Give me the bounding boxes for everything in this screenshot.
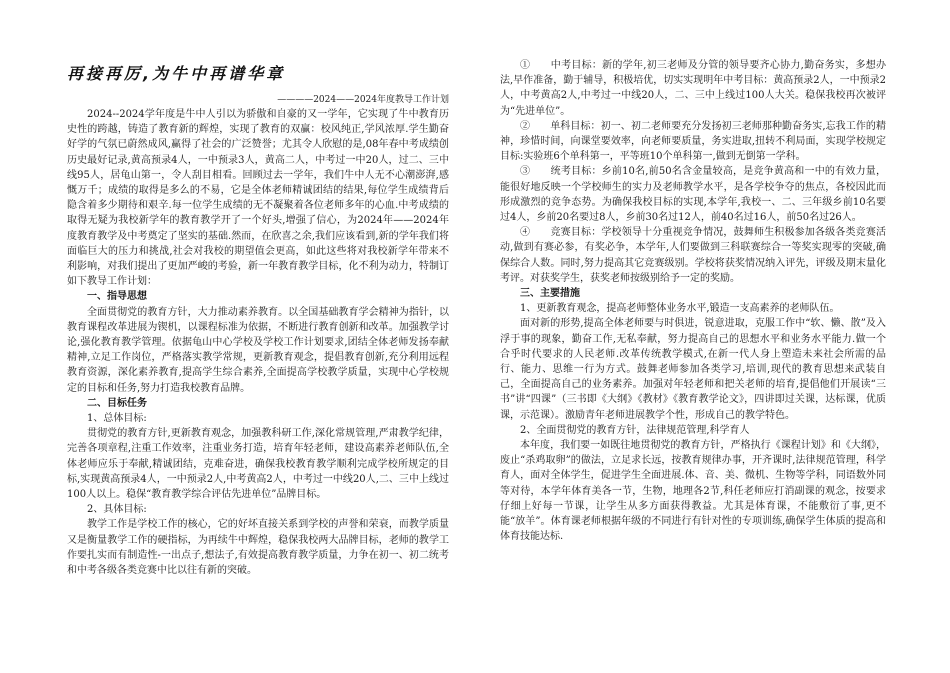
goal-item-competition: ④ 竞赛目标：学校领导十分重视竞争情况，鼓舞师生积极参加各级各类竞赛活动,做到有赛必参，有奖必争，本学年,人们要做到三科联赛综合一等奖实现零的突破,确保综合人数。同时,努力提高其它竞赛级别。学校将获奖情况纳入评先，评级及期末量化考评。对获奖学生，获奖老师按级别给予一定的奖励。: [500, 227, 886, 284]
document-subtitle: ————2024——2024年度教导工作计划: [277, 95, 449, 105]
measure-heading-1: 1、更新教育观念，提高老师整体业务水平,锻造一支高素养的老师队伍。: [520, 303, 840, 315]
measure-paragraph-1: 面对新的形势,提高全体老师要与时俱进，锐意进取，克服工作中“软、懒、散”及入浮于事的现象，勤奋工作,无私奉献，努力提高自己的思想水平和业务水平能力.做一个合乎时代要求的人民老师.改革传统教学模式,在新一代人身上塑造未来社会所需的品行、能力、思维一行为方式。鼓舞老师参加各类学习,培训,现代的教育思想来武装自己，全面提高自己的业务素养。加强对年轻老师和把关老师的培育,提倡他们开展读“三书”讲“四课”（三书即《大纲》《教材》《教育教学论文》，四讲即过关课，达标课，优质课，示范课）。激励青年老师进展教学个性，形成自己的教学特色。: [500, 318, 886, 421]
goal-item-unified-test: ③ 统考目标：乡前10名,前50名含金量较高，是竞争黄高和一中的有效力量，能很好地反映一个学校师生的实力及老师教学水平，是各学校争夺的焦点，各校因此而形成激烈的竞争态势。为确保我校目标的实现,本学年,我校一、二、三年级乡前10名要过4人，乡前20名要过8人，乡前30名过12人，前40名过16人，前50名过26人。: [500, 166, 886, 224]
subheading-overall-goal: 1、总体目标:: [87, 413, 147, 425]
subheading-specific-goals: 2、具体目标:: [87, 504, 147, 516]
section-heading-goals: 二、目标任务: [87, 397, 147, 409]
section-heading-measures: 三、主要措施: [520, 288, 580, 300]
measure-heading-2: 2、全面贯彻党的教育方针，法律规范管理,科学育人: [520, 424, 750, 436]
specific-goals-paragraph: 教学工作是学校工作的核心，它的好坏直接关系到学校的声誉和荣衰，而教学质量又是衡量教学工作的硬指标，为再续牛中辉煌，稳保我校两大品牌目标，老师的教学工作要扎实而有制造性-一出点子,想法子,有效提高教育教学质量，力争在初一、初二统考和中考各级各类竞赛中比以往有新的突破。: [67, 519, 449, 577]
intro-paragraph: 2024--2024学年度是牛中人引以为骄傲和自豪的又一学年，它实现了牛中教育历史性的跨越，铸造了教育新的辉煌，实现了教育的双赢：校风纯正,学风浓厚.学生勤奋好学的气氛已蔚然成风,赢得了社会的广泛赞誉；尤其令人欣慰的是,08年春中考成绩创历史最好记录,黄高预录4人，一中预录3人，黄高二人，中考过一中20人，过二、三中线95人，居龟山第一，令人刮目相看。回顾过去一学年，我们牛中人无不心潮澎湃,感慨万千；成绩的取得是多么的不易，它是全体老师精诚团结的结果,每位学生成绩背后隐含着多少期待和艰辛.每一位学生成绩的无不凝聚着各位老师多年的心血.中考成绩的取得无疑为我校新学年的教育教学开了一个好头,增强了信心，为2024年——2024年度教育教学及中考奠定了坚实的基础.然而，在欣喜之余,我们应该看到,新的学年我们将面临巨大的压力和挑战,社会对我校的期望值会更高，如此这些将对我校新学年带来不利影响，对我们提出了更加严峻的考验，新一年教育教学目标，化不利为动力，特制订如下教导工作计划：: [67, 109, 449, 288]
section-heading-guiding: 一、指导思想: [87, 291, 147, 303]
guiding-paragraph: 全面贯彻党的教育方针，大力推动素养教育。以全国基础教育学会精神为指针，以教育课程改革进展为锲机，以课程标准为依据，不断进行教育创新和改革。加强教学讨论,强化教育教学管理。依据龟山中心学校及学校工作计划要求,团结全体老师发扬奉献精神,立足工作岗位，严格落实教学常规，更新教育观念，提倡教育创新,充分利用远程教育资源，深化素养教育,提高学生综合素养,全面提高学校教学质量，实现中心学校规定的目标和任务,努力打造我校教育品牌。: [67, 306, 449, 394]
goal-item-exam: ① 中考目标：新的学年,初三老师及分管的领导要齐心协力,勤奋务实，多想办法,早作准备，勤于辅导，积极培优，切实实现明年中考目标：黄高预录2人，一中预录2人，中考黄高2人,中考过一中线20人，二、三中上线过100人大关。稳保我校再次被评为“先进单位”。: [500, 60, 886, 117]
overall-goal-paragraph: 贯彻党的教育方针,更新教育观念，加强教科研工作,深化常规管理,严肃教学纪律，完善各项章程,注重工作效率，注重业务打造，培育年轻老师，建设高素养老师队伍,全体老师应乐于奉献,精诚团结，克难奋进，确保我校教育教学顺利完成学校所规定的目标,实现黄高预录4人，一中预录2人,中考黄高2人，中考过一中线20人,二、三中上线过100人以上。稳保“教育教学综合评估先进单位”品牌目标。: [67, 428, 449, 501]
goal-item-subject: ② 单科目标：初一、初二老师要充分发扬初三老师那种勤奋务实,忘我工作的精神，珍惜时间，向课堂要效率，向老师要质量，务实进取,扭转不利局面，实现学校规定目标:实验班6个单科第一，平等班10个单科第一,做到无倒第一学科。: [500, 120, 886, 163]
left-column: [67, 107, 449, 578]
right-column: [500, 58, 886, 545]
document-title: 再接再厉,为牛中再谱华章: [67, 64, 286, 83]
measure-paragraph-2: 本年度，我们要一如既往地贯彻党的教育方针，严格执行《课程计划》和《大纲》，废止“杀鸡取卵”的做法，立足求长远，按教育规律办事，开齐课时,法律规范管理，科学育人，面对全体学生，促进学生全面进展.体、音、美、微机、生物等学科，同语数外同等对待，本学年体育美各一节，生物，地理各2节,科任老师应打消副课的观念，按要求仔细上好每一节课，让学生从多方面获得教益。尤其是体育课，不能敷衍了事,更不能“放羊”。体育课老师根据年级的不同进行有针对性的专项训练,确保学生体质的提高和体育技能达标.: [500, 440, 886, 543]
